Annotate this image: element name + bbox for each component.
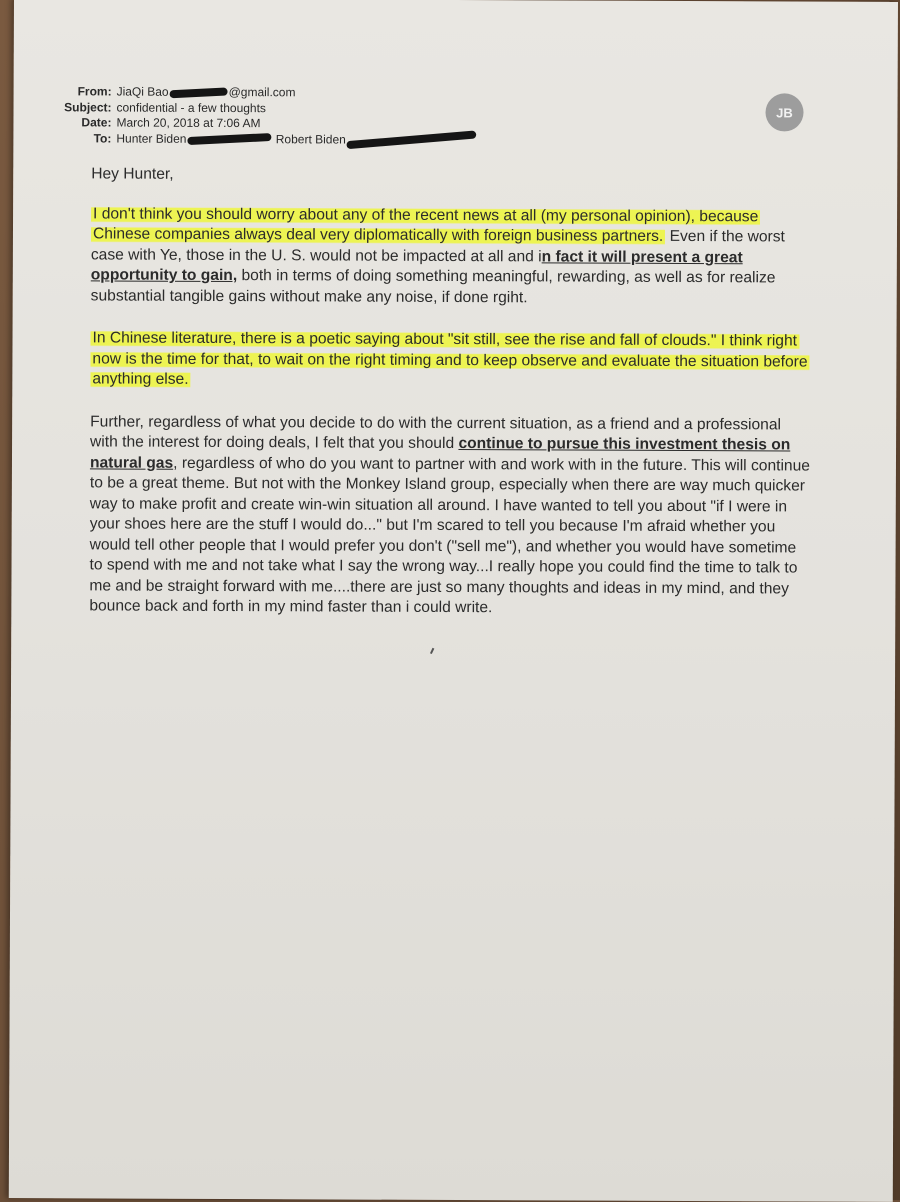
- paragraph-1: I don't think you should worry about any of the recent news at all (my personal opinion), because Chinese companies always deal very diplomatically with foreign business partners. Even if the worst case with Ye, those in the U. S. would not be impacted at all and in fact it will present a great opportunity to gain, both in terms of doing something meaningful, rewarding, as well as for realize substantial tangible gains without make any noise, if done rgiht.: [90, 204, 785, 306]
- to-recipient-2: Robert Biden: [275, 131, 346, 147]
- subject-value: confidential - a few thoughts: [116, 100, 266, 115]
- highlighted-text: In Chinese literature, there is a poetic saying about "sit still, see the rise and fall of clouds." I think right now is the time for that, to wait on the right timing and to keep observe and evaluate the situation before anything else.: [92, 329, 808, 388]
- email-body: [89, 164, 811, 642]
- greeting: Hey Hunter,: [91, 165, 174, 183]
- date-value: March 20, 2018 at 7:06 AM: [116, 115, 261, 131]
- redaction-mark: [169, 87, 227, 98]
- paragraph-3: Further, regardless of what you decide to do with the current situation, as a friend and a professional with the interest for doing deals, I felt that you should continue to pursue this investment thesis on natural gas, regardless of who do you want to partner with and work with in the future. This will continue to be a great theme. But not with the Monkey Island group, especially when there are way much quicker way to make profit and create win-win situation all around. I have wanted to tell you about "if I were in your shoes here are the stuff I would do..." but I'm scared to tell you because I'm afraid whether you would tell other people that I would prefer you don't ("sell me"), and whether you would have sometime to spend with me and not take what I say the wrong way...I really hope you could find the time to talk to me and be straight forward with me....there are just so many thoughts and ideas in my mind, and they bounce back and forth in my mind faster than i could write.: [89, 412, 811, 617]
- date-label: Date:: [81, 115, 112, 130]
- redaction-mark: [347, 131, 477, 150]
- subject-row: [53, 100, 478, 117]
- date-row: [53, 115, 478, 132]
- pen-mark: [430, 648, 434, 654]
- printed-email-page: [9, 0, 898, 1202]
- subject-label: Subject:: [64, 99, 112, 114]
- from-row: [54, 84, 479, 101]
- from-name: JiaQi Bao: [116, 84, 169, 99]
- to-label: To:: [93, 130, 112, 145]
- to-row: [53, 131, 478, 148]
- redaction-mark: [187, 133, 271, 145]
- from-label: From:: [77, 84, 112, 99]
- bold-underlined-text: n fact it will present a great opportunity to gain,: [90, 247, 743, 285]
- to-recipient-1: Hunter Biden: [116, 131, 187, 146]
- highlighted-text: I don't think you should worry about any of the recent news at all (my personal opinion), because Chinese companies always deal very diplomatically with foreign business partners.: [92, 204, 759, 245]
- sender-avatar: [765, 93, 803, 131]
- email-header: [53, 84, 478, 148]
- bold-underlined-text: continue to pursue this investment thesis on natural gas: [89, 435, 791, 472]
- avatar-initials: JB: [776, 104, 793, 120]
- paragraph-2: [90, 328, 810, 393]
- from-domain: @gmail.com: [228, 85, 296, 100]
